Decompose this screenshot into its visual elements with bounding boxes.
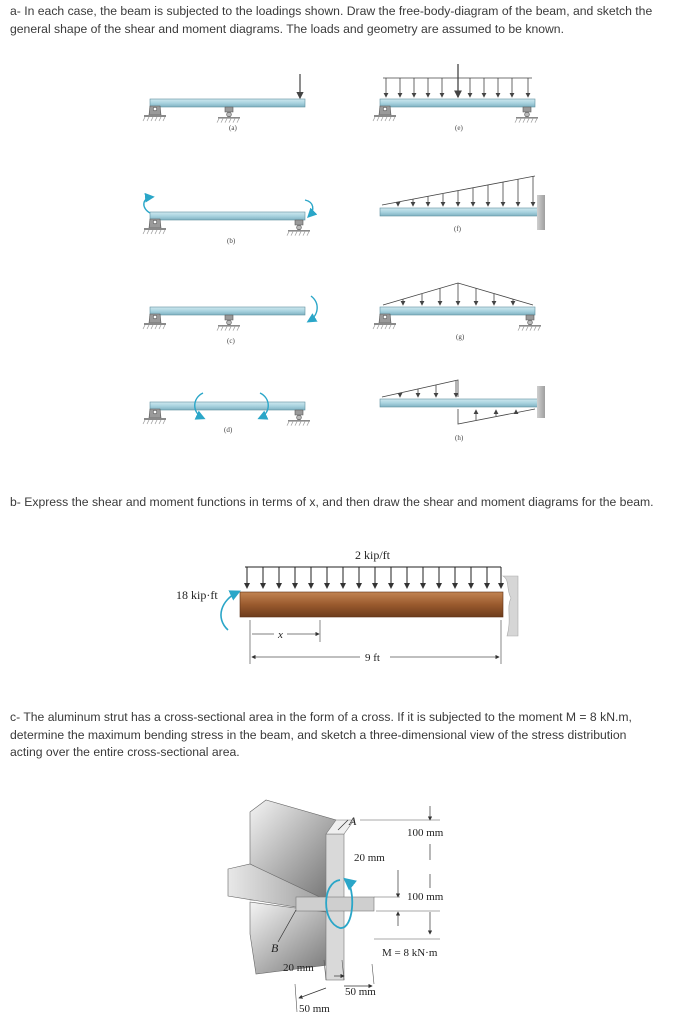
dim-flange-label: 20 mm: [283, 962, 314, 974]
label-a: (a): [229, 124, 237, 132]
label-f: (f): [454, 225, 461, 233]
part-b-instructions: [10, 494, 654, 512]
applied-moment-arrow: [221, 592, 238, 630]
label-d: (d): [224, 426, 233, 434]
beam-figure-c: [143, 296, 317, 345]
part-c-line-2: determine the maximum bending stress in the beam, and sketch a three-dimensional view of the stress distribution: [10, 727, 627, 742]
dim-half-left-label: 50 mm: [299, 1003, 330, 1015]
part-c-instructions: [10, 709, 632, 762]
beam-figure-a: [143, 74, 305, 132]
dim-top-label: 100 mm: [407, 827, 444, 839]
part-c-figure: [0, 784, 673, 1024]
moment-value-label: M = 8 kN·m: [382, 947, 438, 959]
distributed-load-label: 2 kip/ft: [355, 548, 390, 562]
part-b-figure: [0, 540, 673, 700]
part-c-line-1: c- The aluminum strut has a cross-sectional area in the form of a cross. If it is subjected to the moment M = 8 kN.m,: [10, 710, 632, 724]
distributed-load-arrows: [247, 567, 501, 588]
beam-figure-f: [380, 176, 545, 233]
label-h: (h): [455, 434, 464, 442]
beam-figure-e: [373, 64, 538, 132]
point-b-label: B: [271, 941, 279, 955]
dim-web-label: 20 mm: [354, 852, 385, 864]
span-label: 9 ft: [365, 652, 380, 664]
label-b: (b): [227, 237, 236, 245]
part-b-line: b- Express the shear and moment functions in terms of x, and then draw the shear and moment diagrams for the beam.: [10, 495, 654, 509]
label-g: (g): [456, 333, 465, 341]
fixed-wall: [503, 576, 518, 636]
moment-label: 18 kip·ft: [176, 588, 218, 602]
x-label: x: [278, 629, 283, 641]
label-c: (c): [227, 337, 235, 345]
dim-bottom-label: 100 mm: [407, 891, 444, 903]
part-a-line-1: a- In each case, the beam is subjected to the loadings shown. Draw the free-body-diagram of the beam, and sketch the: [10, 4, 653, 18]
dim-half-right-label: 50 mm: [345, 986, 376, 998]
point-a-label: A: [349, 814, 357, 828]
beam-figure-d: [143, 393, 310, 434]
label-e: (e): [455, 124, 463, 132]
beam-figure-g: [373, 283, 541, 341]
timber-beam: [240, 592, 503, 617]
beam-figure-b: [143, 197, 313, 245]
part-c-line-3: acting over the entire cross-sectional area.: [10, 745, 240, 759]
beam-figure-h: [380, 380, 545, 442]
part-a-beam-figures: [0, 0, 673, 460]
part-a-line-2: general shape of the shear and moment diagrams. The loads and geometry are assumed to be known.: [10, 21, 564, 36]
